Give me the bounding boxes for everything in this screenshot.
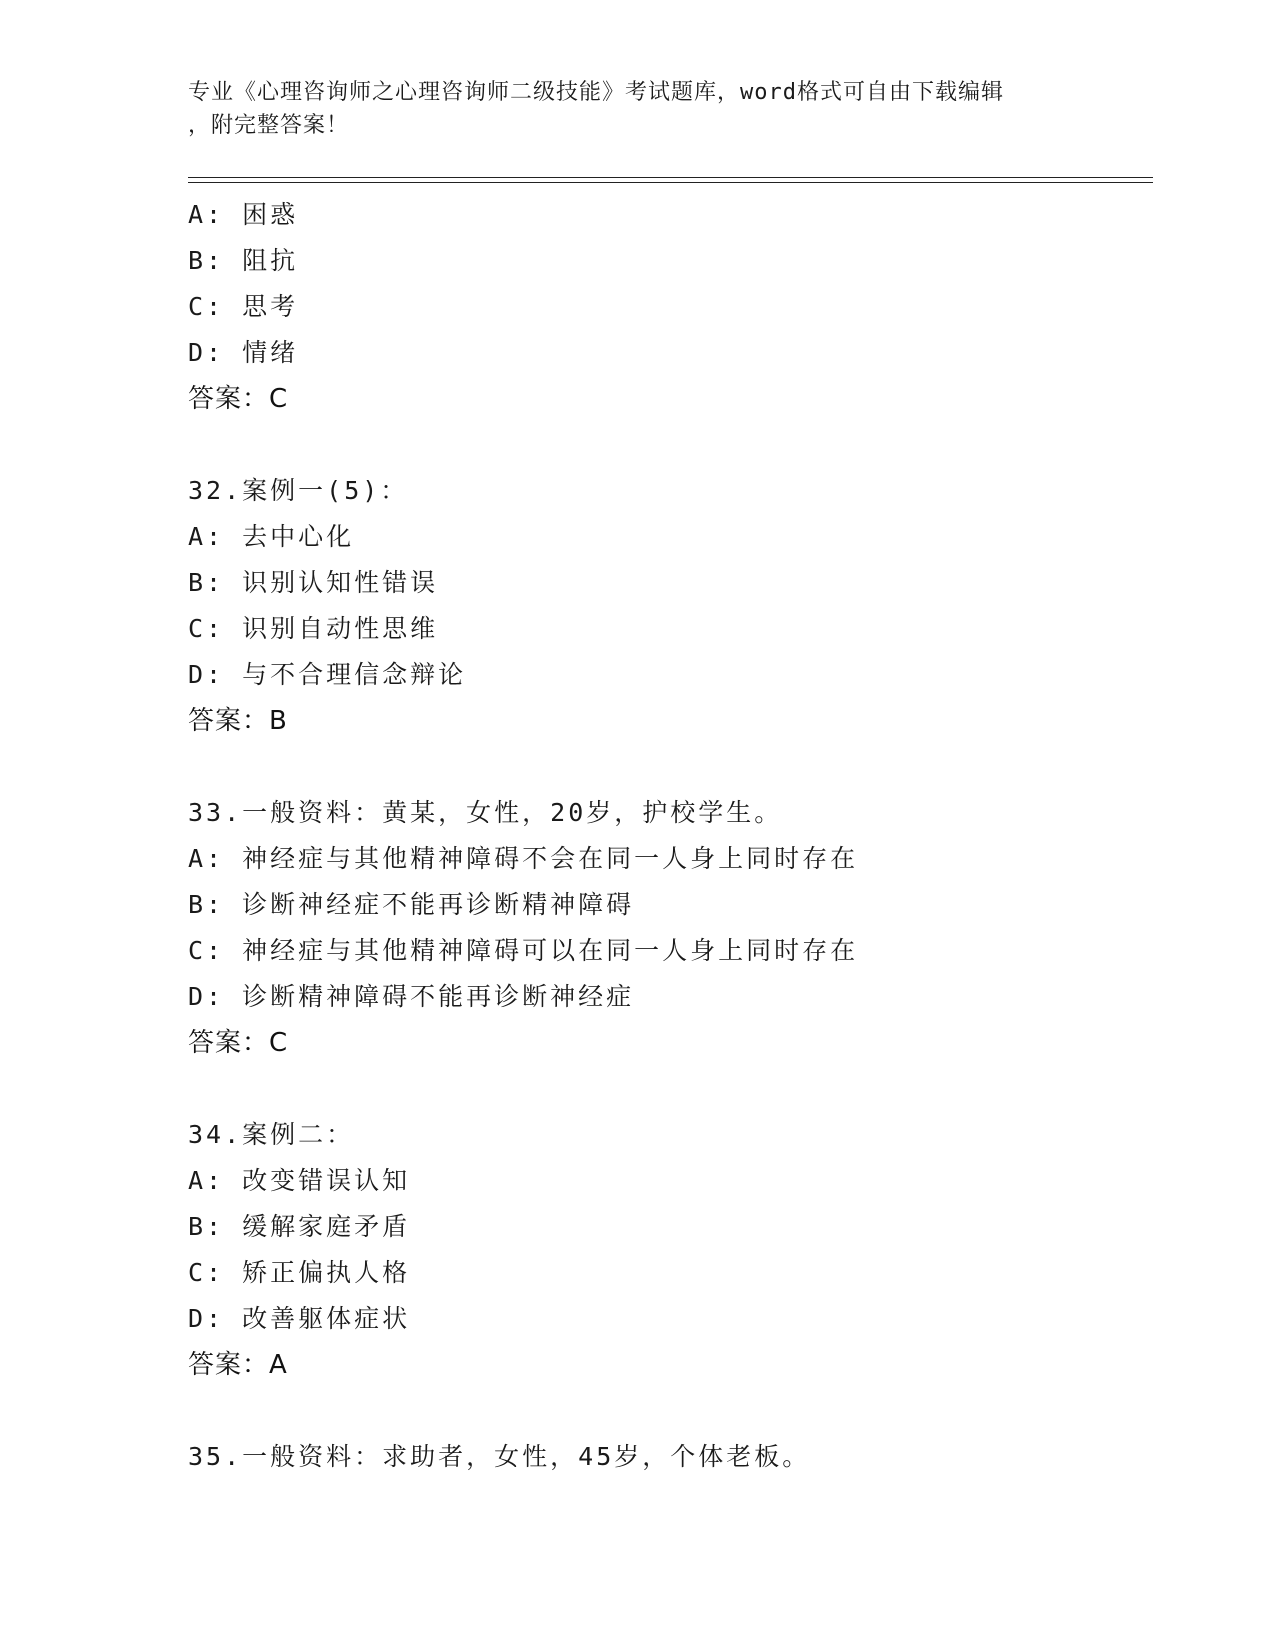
question-list (188, 192, 1153, 1480)
option-d: D: 诊断精神障碍不能再诊断神经症 (188, 982, 635, 1011)
question-32-block (188, 468, 1153, 744)
answer-line: 答案：A (188, 1350, 288, 1380)
document-header (188, 76, 1088, 142)
header-divider-bottom (188, 182, 1153, 183)
option-b: B: 诊断神经症不能再诊断精神障碍 (188, 890, 635, 919)
question-31-block (188, 192, 1153, 422)
question-34-block (188, 1112, 1153, 1388)
answer-line: 答案：C (188, 1028, 289, 1058)
question-33-block (188, 790, 1153, 1066)
header-line-1: 专业《心理咨询师之心理咨询师二级技能》考试题库，word格式可自由下载编辑 (188, 80, 1004, 105)
answer-line: 答案：B (188, 706, 288, 736)
option-d: D: 情绪 (188, 338, 299, 367)
question-stem: 34.案例二： (188, 1120, 355, 1149)
option-d: D: 改善躯体症状 (188, 1304, 411, 1333)
option-b: B: 缓解家庭矛盾 (188, 1212, 411, 1241)
question-stem: 33.一般资料：黄某，女性，20岁，护校学生。 (188, 798, 783, 827)
option-d: D: 与不合理信念辩论 (188, 660, 467, 689)
question-stem: 35.一般资料：求助者，女性，45岁，个体老板。 (188, 1442, 811, 1471)
header-line-2: ，附完整答案！ (188, 113, 350, 138)
option-a: A: 神经症与其他精神障碍不会在同一人身上同时存在 (188, 844, 859, 873)
option-b: B: 阻抗 (188, 246, 299, 275)
option-a: A: 去中心化 (188, 522, 355, 551)
option-a: A: 困惑 (188, 200, 299, 229)
header-divider-top (188, 177, 1153, 178)
question-stem: 32.案例一(5)： (188, 476, 409, 505)
answer-line: 答案：C (188, 384, 289, 414)
option-c: C: 思考 (188, 292, 299, 321)
option-c: C: 神经症与其他精神障碍可以在同一人身上同时存在 (188, 936, 859, 965)
option-a: A: 改变错误认知 (188, 1166, 411, 1195)
question-35-block (188, 1434, 1153, 1480)
option-c: C: 识别自动性思维 (188, 614, 439, 643)
option-b: B: 识别认知性错误 (188, 568, 439, 597)
option-c: C: 矫正偏执人格 (188, 1258, 411, 1287)
